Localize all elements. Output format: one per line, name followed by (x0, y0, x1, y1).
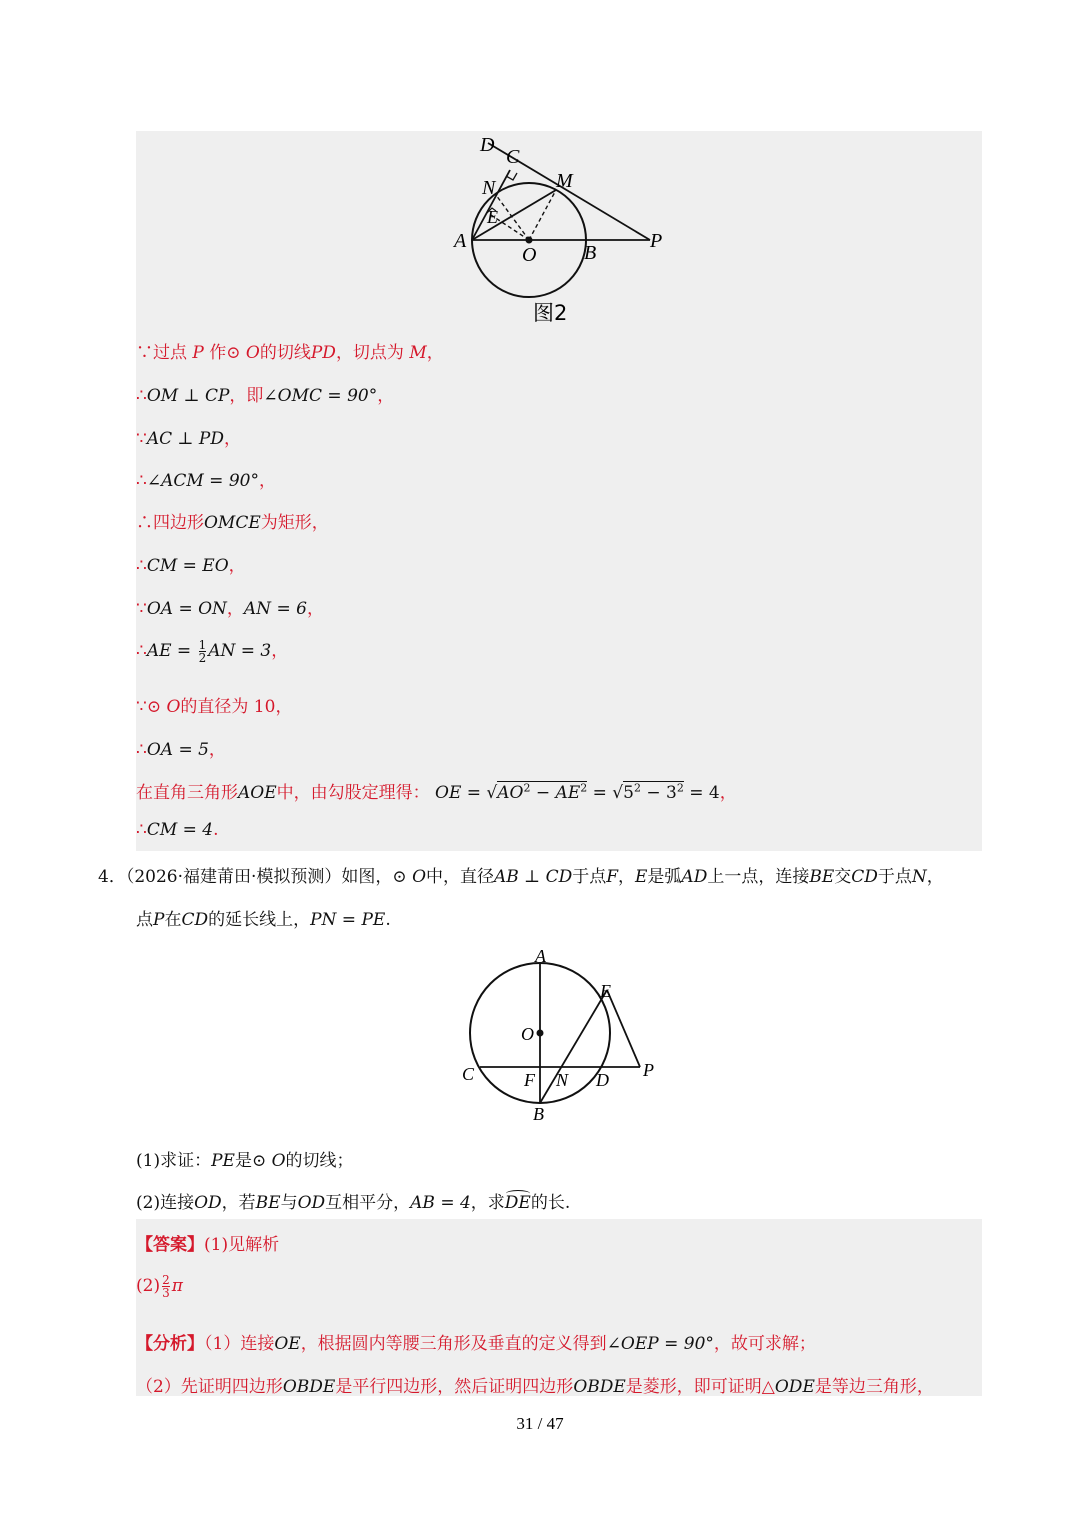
label-n2: N (556, 1070, 569, 1090)
analysis-tag: 【分析】 (136, 1334, 204, 1354)
label-d: D (480, 134, 495, 156)
solution-line-3: ∵AC ⊥ PD， (136, 429, 241, 449)
label-b2: B (533, 1104, 544, 1124)
label-c2: C (462, 1064, 475, 1084)
solution-line-4: ∴∠ACM = 90°， (136, 471, 276, 491)
label-c: C (506, 146, 520, 168)
label-d2: D (596, 1070, 609, 1090)
label-n: N (482, 177, 496, 199)
question-4-line-1: 4．（2026·福建莆田·模拟预测）如图，⊙ O中，直径AB ⊥ CD于点F，E是弧AD上一点，连接BE交CD于点N， (98, 867, 944, 887)
line-ep (607, 990, 640, 1067)
solution-line-5: ∴四边形OMCE为矩形， (136, 513, 329, 533)
center-dot (526, 237, 533, 244)
answer-tag: 【答案】 (136, 1235, 204, 1255)
solution-line-8: ∴AE = $\frac{1}{2}$ AN = 3， (136, 638, 289, 665)
answer-line-1: 【答案】(1)见解析 (136, 1235, 280, 1255)
label-f2: F (524, 1070, 535, 1090)
label-a: A (454, 230, 467, 252)
solution-line-6: ∴CM = EO， (136, 556, 246, 576)
question-source: （2026·福建莆田·模拟预测） (125, 867, 342, 887)
label-b: B (584, 242, 597, 264)
label-m: M (556, 170, 573, 192)
label-e2: E (600, 981, 611, 1001)
label-p: P (650, 230, 663, 252)
figure-2-diagram (440, 131, 680, 331)
label-o: O (522, 244, 537, 266)
line-on (496, 195, 529, 240)
question-4-line-2: 点P在CD的延长线上，PN = PE. (136, 910, 391, 930)
analysis-line-1: 【分析】（1）连接OE，根据圆内等腰三角形及垂直的定义得到∠OEP = 90°，故可求解； (136, 1334, 816, 1354)
analysis-line-2: （2）先证明四边形OBDE是平行四边形，然后证明四边形OBDE是菱形，即可证明△ODE是等边三角形， (136, 1377, 934, 1397)
solution-line-7: ∵OA = ON，AN = 6， (136, 599, 324, 619)
solution-line-12: ∴CM = 4. (136, 820, 219, 840)
label-p2: P (643, 1060, 654, 1080)
arc-de: DE (504, 1193, 531, 1213)
label-o2: O (521, 1024, 534, 1044)
fraction-two-thirds: $\frac{2}{3}$ (162, 1273, 170, 1300)
question-4-diagram (450, 946, 670, 1128)
answer-line-2: (2) $\frac{2}{3}$ π (136, 1273, 183, 1300)
solution-line-11: 在直角三角形AOE中，由勾股定理得： OE = $√AO^2 - AE^2 = √5^2 - 3^2 = 4$， (136, 781, 737, 803)
page-number: 31 / 47 (516, 1414, 564, 1433)
question-part-2: (2)连接OD，若BE与OD互相平分，AB = 4，求DE的长. (136, 1193, 571, 1213)
figure-caption: 图2 (533, 301, 568, 325)
label-a2: A (535, 946, 546, 966)
question-part-1: (1)求证：PE是⊙ O的切线； (136, 1151, 354, 1171)
question-number: 4． (98, 867, 126, 887)
solution-line-9: ∵⊙ O的直径为 10， (136, 697, 293, 717)
label-e: E (487, 207, 498, 227)
center-dot-2 (537, 1030, 544, 1037)
solution-line-2: ∴OM ⊥ CP，即∠OMC = 90°， (136, 386, 395, 406)
solution-line-1: ∵过点 P 作⊙ O的切线PD，切点为 M， (136, 343, 444, 363)
solution-line-10: ∴OA = 5， (136, 740, 226, 760)
fraction-half: $\frac{1}{2}$ (198, 638, 207, 665)
